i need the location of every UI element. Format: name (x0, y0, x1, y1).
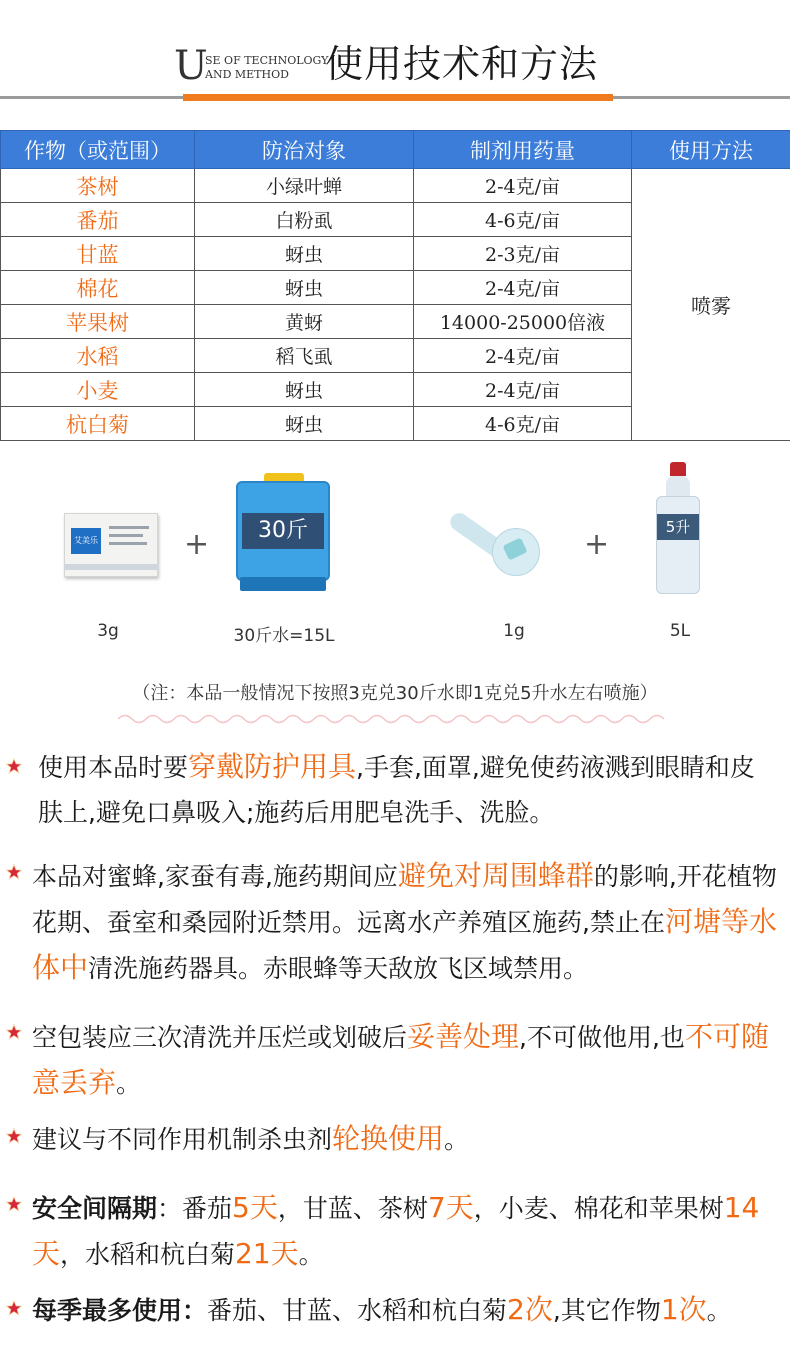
sprayer-base (240, 577, 326, 591)
cell-crop: 棉花 (1, 271, 195, 305)
usage-table (0, 130, 790, 441)
cell-crop: 苹果树 (1, 305, 195, 339)
cell-crop: 茶树 (1, 169, 195, 203)
sachet-text-line (109, 534, 143, 537)
caption-scoop: 1g (503, 621, 525, 641)
col-header-target: 防治对象 (195, 131, 414, 169)
sachet-strip (65, 564, 157, 570)
sachet-text-line (109, 526, 149, 529)
star-bullet-icon (6, 1300, 22, 1316)
cell-target: 蚜虫 (195, 237, 414, 271)
bullet-highlight: 轮换使用 (332, 1122, 445, 1155)
cell-target: 蚜虫 (195, 271, 414, 305)
cell-dose: 4-6克/亩 (414, 203, 632, 237)
col-header-crop: 作物（或范围） (1, 131, 195, 169)
bullet-text: ，甘蓝、茶树 (277, 1194, 428, 1223)
bullet-heading: 每季最多使用： (32, 1296, 208, 1325)
sachet-text-line (109, 542, 147, 545)
safety-bullet-max-uses (32, 1287, 780, 1333)
caption-sprayer: 30斤水=15L (233, 626, 335, 646)
cell-dose: 2-3克/亩 (414, 237, 632, 271)
bullet-text: 空包装应三次清洗并压烂或划破后 (32, 1023, 408, 1052)
col-header-method: 使用方法 (632, 131, 790, 169)
bottle-neck (666, 476, 690, 498)
col-header-dose: 制剂用药量 (414, 131, 632, 169)
bullet-highlight: 21天 (235, 1237, 299, 1270)
cell-dose: 2-4克/亩 (414, 169, 632, 203)
sachet-brand-patch (71, 528, 101, 554)
section-header (0, 0, 790, 104)
safety-bullet-packaging (32, 1014, 780, 1106)
wave-divider (118, 712, 672, 726)
header-en-subtitle (205, 54, 328, 82)
safety-bullet-bees (32, 853, 780, 991)
safety-bullet-protection (38, 744, 778, 835)
bullet-text: 。 (444, 1125, 470, 1154)
cell-target: 黄蚜 (195, 305, 414, 339)
cell-crop: 水稻 (1, 339, 195, 373)
star-bullet-icon (6, 1196, 22, 1212)
bullet-text: 。 (116, 1069, 142, 1098)
bullet-highlight: 1次 (660, 1293, 707, 1326)
table-header-row (1, 131, 790, 169)
caption-bottle: 5L (669, 621, 691, 641)
page-title: 使用技术和方法 (325, 42, 599, 86)
cell-target: 蚜虫 (195, 373, 414, 407)
bullet-highlight: 7天 (427, 1191, 474, 1224)
table-row (1, 169, 790, 203)
measuring-scoop-image (452, 500, 544, 580)
bullet-highlight: 避免对周围蜂群 (397, 859, 594, 892)
plus-sign: + (184, 527, 210, 562)
bullet-highlight: 妥善处理 (407, 1020, 520, 1053)
cell-dose: 14000-25000倍液 (414, 305, 632, 339)
cell-crop: 番茄 (1, 203, 195, 237)
safety-bullet-rotation (32, 1116, 780, 1162)
cell-method: 喷雾 (632, 169, 790, 441)
bullet-highlight: 14天 (32, 1191, 760, 1270)
bullet-text: ：番茄 (157, 1194, 233, 1223)
bullet-text: 建议与不同作用机制杀虫剂 (32, 1125, 333, 1154)
cell-dose: 2-4克/亩 (414, 373, 632, 407)
bullet-highlight: 2次 (507, 1293, 553, 1326)
safety-bullet-interval (32, 1185, 780, 1277)
bullet-text: 。 (706, 1296, 732, 1325)
bullet-heading: 安全间隔期 (32, 1194, 158, 1223)
bottle-label: 5升 (657, 514, 699, 540)
star-bullet-icon (6, 1024, 22, 1040)
bullet-highlight: 穿戴防护用具 (188, 750, 357, 783)
bullet-text: ,手套,面罩,避免使药液溅到眼睛和皮肤上,避免口鼻吸入;施药后用肥皂洗手、洗脸。 (38, 753, 755, 827)
sachet-brand: 艾美乐 (74, 536, 98, 545)
header-en-line1: SE OF TECHNOLOGY (205, 54, 329, 67)
cell-dose: 4-6克/亩 (414, 407, 632, 441)
cell-target: 小绿叶蝉 (195, 169, 414, 203)
bullet-highlight: 河塘等水体中 (32, 905, 777, 984)
cell-target: 白粉虱 (195, 203, 414, 237)
bullet-text: ，小麦、棉花和苹果树 (473, 1194, 724, 1223)
bullet-text: 使用本品时要 (38, 753, 189, 782)
bottle-body (656, 496, 700, 594)
cell-crop: 甘蓝 (1, 237, 195, 271)
cell-target: 蚜虫 (195, 407, 414, 441)
bullet-text: ,其它作物 (552, 1296, 661, 1325)
bottle-cap (670, 462, 686, 476)
cell-crop: 小麦 (1, 373, 195, 407)
star-bullet-icon (6, 864, 22, 880)
bullet-text: ，水稻和杭白菊 (60, 1240, 236, 1269)
scoop-cup (492, 528, 540, 576)
bullet-text: 。 (298, 1240, 324, 1269)
bullet-text: 番茄、甘蓝、水稻和杭白菊 (207, 1296, 508, 1325)
header-en-initial: U (174, 43, 208, 89)
pesticide-sachet-image (64, 513, 158, 577)
cell-dose: 2-4克/亩 (414, 339, 632, 373)
header-en-line2: AND METHOD (205, 68, 289, 81)
bullet-text: 的影响,开花植物花期、蚕室和桑园附近禁用。远离水产养殖区施药,禁止在 (32, 862, 777, 937)
star-bullet-icon (6, 1128, 22, 1144)
bullet-highlight: 5天 (232, 1191, 278, 1224)
cell-target: 稻飞虱 (195, 339, 414, 373)
cell-dose: 2-4克/亩 (414, 271, 632, 305)
bullet-highlight: 不可随意丢弃 (32, 1020, 769, 1099)
bullet-text: 清洗施药器具。赤眼蜂等天敌放飞区域禁用。 (88, 954, 589, 983)
dilution-note: （注：本品一般情况下按照3克兑30斤水即1克兑5升水左右喷施） (132, 683, 658, 704)
cell-crop: 杭白菊 (1, 407, 195, 441)
plus-sign: + (584, 527, 610, 562)
caption-sachet: 3g (97, 621, 119, 641)
bullet-text: ,不可做他用,也 (519, 1023, 685, 1052)
bullet-text: 本品对蜜蜂,家蚕有毒,施药期间应 (32, 862, 398, 891)
sprayer-label: 30斤 (242, 513, 324, 549)
water-bottle-image (656, 462, 700, 596)
header-accent-bar (183, 94, 613, 101)
star-bullet-icon (6, 758, 22, 774)
sprayer-tank-image (236, 473, 330, 595)
